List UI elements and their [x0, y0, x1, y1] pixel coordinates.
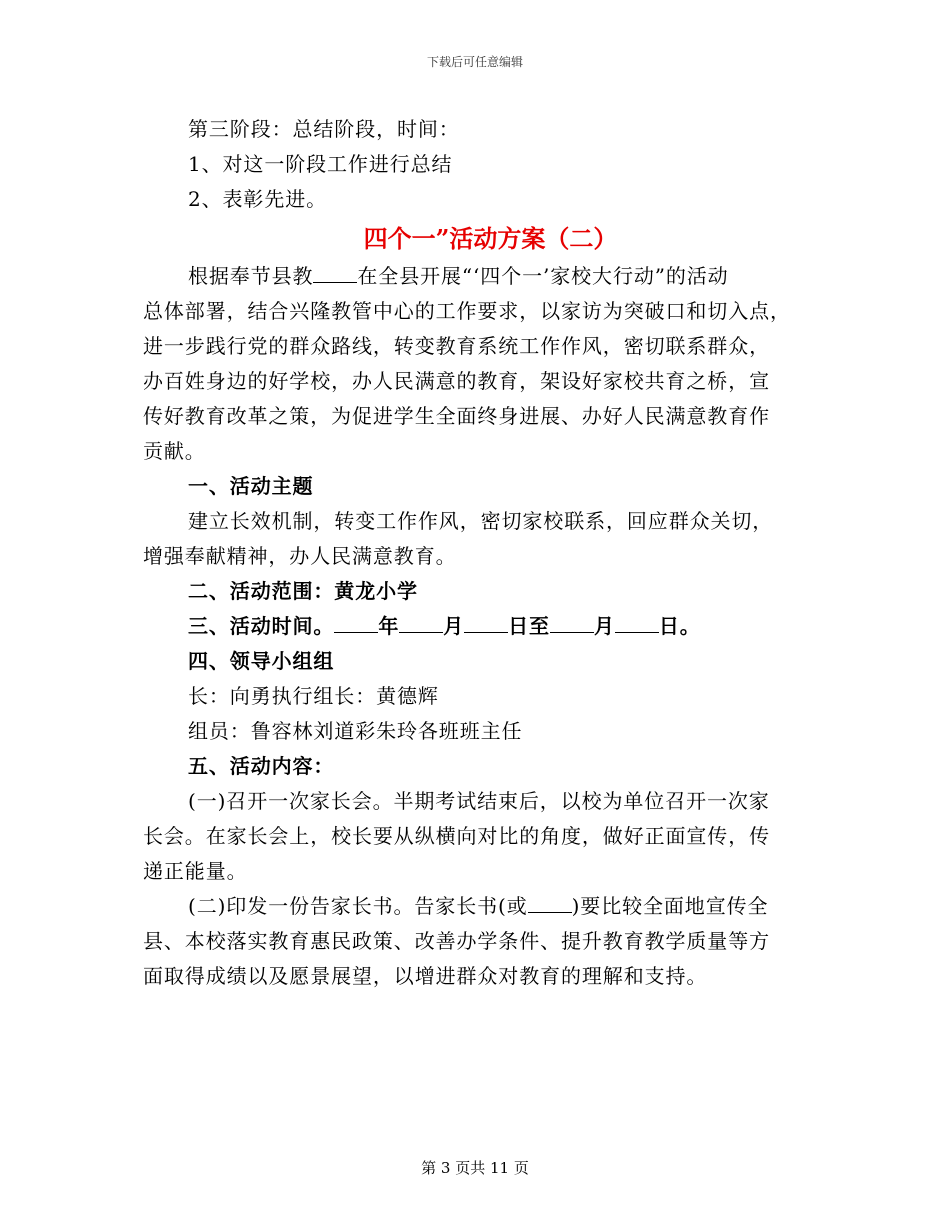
content-1-line-1: (一)召开一次家长会。半期考试结束后，以校为单位召开一次家 — [188, 789, 770, 813]
intro-text-pre: 根据奉节县教 — [188, 264, 314, 288]
blank-or — [528, 894, 572, 913]
blank-day-1 — [464, 614, 508, 633]
intro-line-2: 总体部署，结合兴隆教管中心的工作要求，以家访为突破口和切入点， — [143, 299, 791, 323]
intro-line-6: 贡献。 — [143, 439, 206, 463]
heading-content: 五、活动内容： — [188, 754, 335, 778]
intro-line-3: 进一步践行党的群众路线，转变教育系统工作作风，密切联系群众， — [143, 334, 770, 358]
document-body — [143, 112, 808, 994]
intro-line-5: 传好教育改革之策，为促进学生全面终身进展、办好人民满意教育作 — [143, 404, 770, 428]
page-footer: 第 3 页共 11 页 — [421, 1159, 529, 1177]
stage-item-2: 2、表彰先进。 — [188, 187, 328, 211]
theme-line-2: 增强奉献精神，办人民满意教育。 — [143, 544, 457, 568]
page-header: 下载后可任意编辑 — [426, 55, 523, 69]
blank-underline — [313, 264, 357, 283]
blank-month-2 — [550, 614, 594, 633]
intro-text-post: 在全县开展“‘四个一’家校大行动”的活动 — [357, 264, 729, 288]
content-1-line-2: 长会。在家长会上，校长要从纵横向对比的角度，做好正面宣传，传 — [143, 824, 770, 848]
time-label: 三、活动时间。 — [188, 614, 335, 638]
content-2-line-3: 面取得成绩以及愿景展望，以增进群众对教育的理解和支持。 — [143, 964, 708, 988]
content-2-text-post: )要比较全面地宣传全 — [571, 894, 769, 918]
content-1-line-3: 递正能量。 — [143, 859, 248, 883]
blank-month-1 — [399, 614, 443, 633]
heading-leaders: 四、领导小组组 — [188, 649, 335, 673]
members-line: 组员：鲁容林刘道彩朱玲各班班主任 — [188, 719, 523, 743]
blank-day-2 — [615, 614, 659, 633]
day-to-label: 日至 — [508, 614, 550, 638]
content-2-line-2: 县、本校落实教育惠民政策、改善办学条件、提升教育教学质量等方 — [143, 929, 770, 953]
theme-line-1: 建立长效机制，转变工作作风，密切家校联系，回应群众关切， — [188, 509, 774, 533]
intro-line-1 — [143, 259, 808, 294]
year-label: 年 — [378, 614, 400, 638]
leaders-line: 长：向勇执行组长：黄德辉 — [188, 684, 439, 708]
section-title: 四个一”活动方案（二） — [363, 224, 618, 253]
stage-item-1: 1、对这一阶段工作进行总结 — [188, 152, 453, 176]
month-label-1: 月 — [443, 614, 465, 638]
blank-year — [334, 614, 378, 633]
intro-line-4: 办百姓身边的好学校，办人民满意的教育，架设好家校共育之桥，宣 — [143, 369, 770, 393]
day-end-label: 日。 — [658, 614, 701, 638]
heading-scope: 二、活动范围：黄龙小学 — [188, 579, 418, 603]
stage-three-line: 第三阶段：总结阶段，时间： — [188, 117, 460, 141]
heading-theme: 一、活动主题 — [188, 474, 314, 498]
heading-time — [143, 609, 808, 644]
content-2-line-1 — [143, 889, 808, 924]
month-label-2: 月 — [593, 614, 615, 638]
content-2-text-pre: (二)印发一份告家长书。告家长书(或 — [188, 894, 528, 918]
